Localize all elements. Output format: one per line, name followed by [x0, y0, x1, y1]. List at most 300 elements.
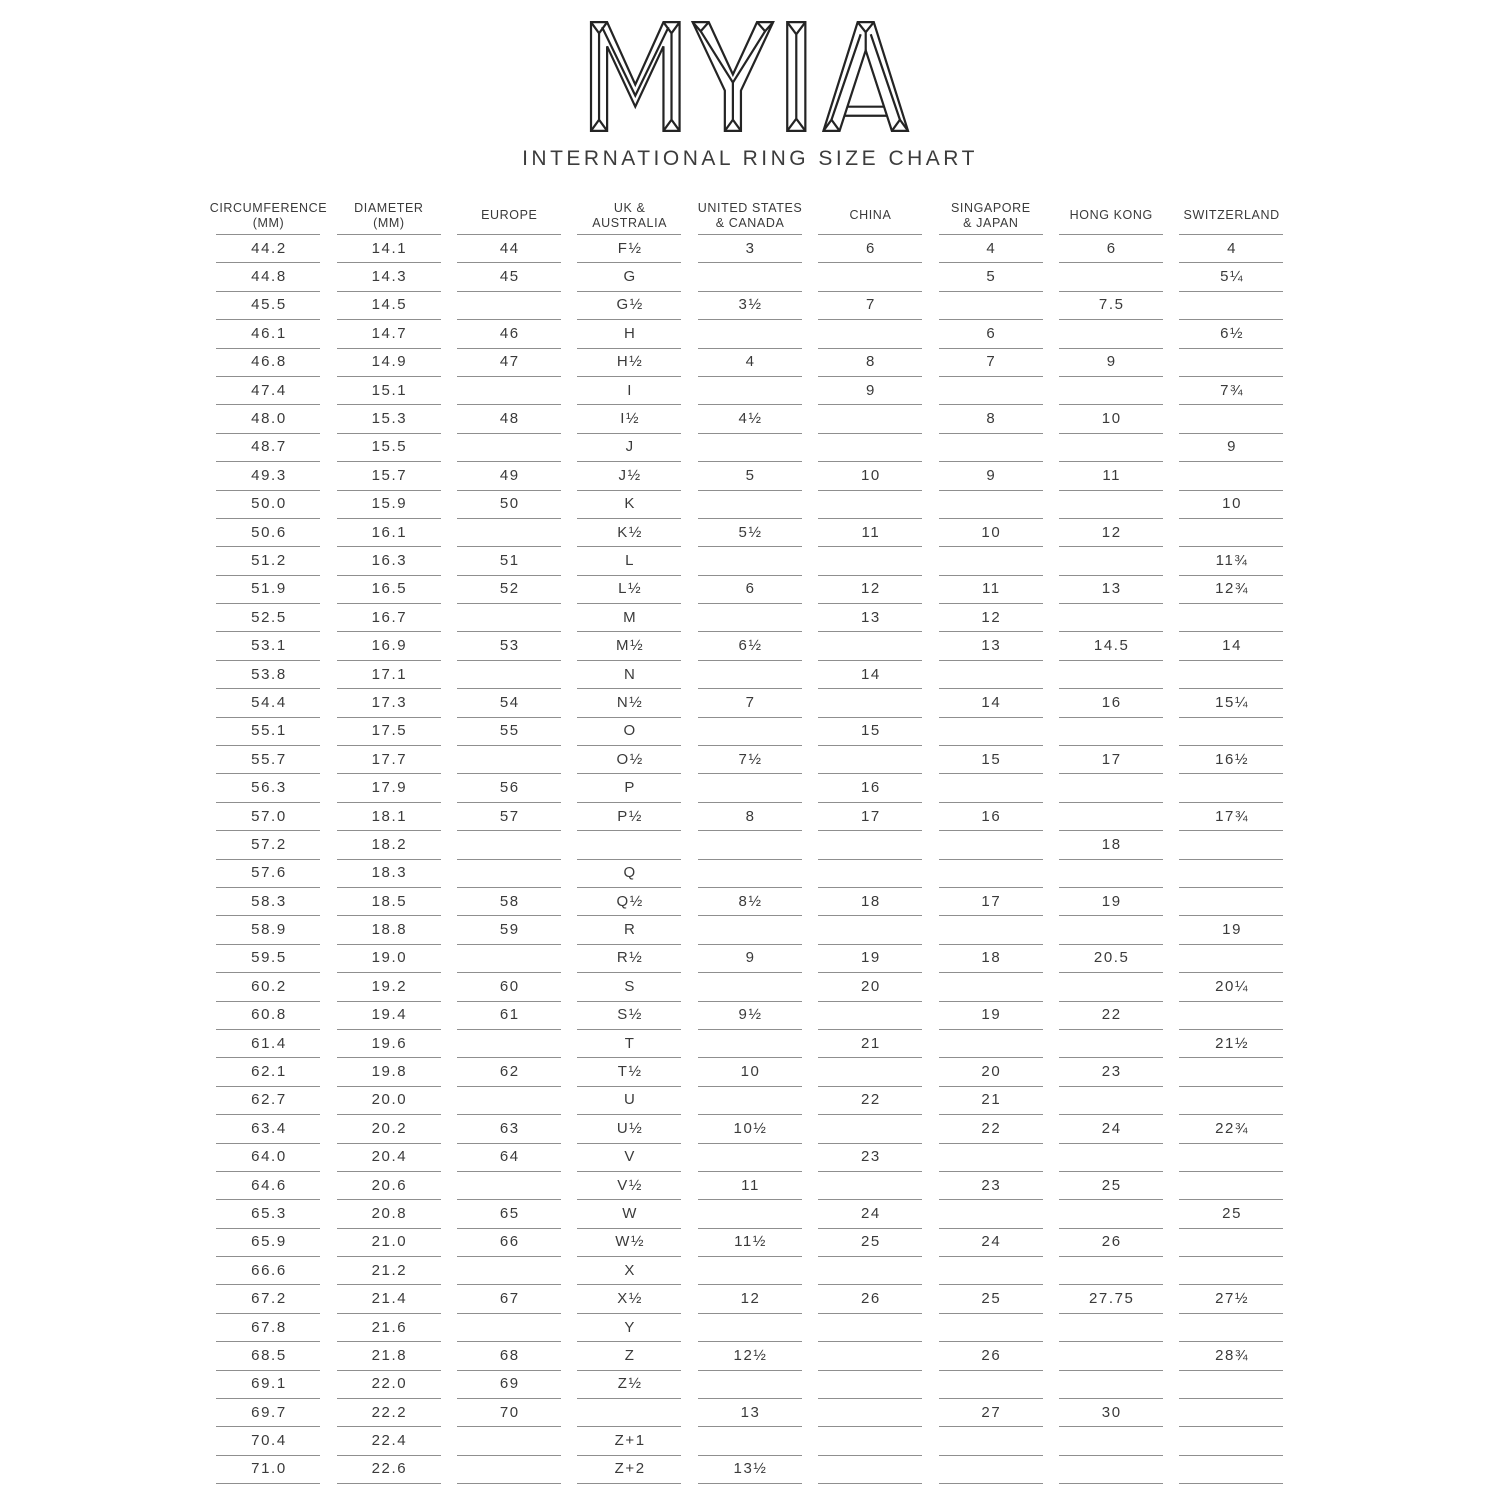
- cell-circumference-mm: [208, 404, 328, 432]
- cell-china: [810, 433, 930, 461]
- cell-china-content: 22: [818, 1086, 922, 1115]
- cell-china: [810, 859, 930, 887]
- cell-diameter-mm: [328, 234, 448, 262]
- cell-singapore-japan-content: [939, 1143, 1043, 1172]
- header-hong-kong-content: [1059, 197, 1163, 235]
- cell-switzerland-content: [1179, 291, 1283, 320]
- cell-china-content: [818, 262, 922, 291]
- cell-uk-australia-content: Z+1: [577, 1426, 681, 1455]
- cell-diameter-mm: [328, 1398, 448, 1426]
- cell-uk-australia-content: F½: [577, 234, 681, 263]
- cell-europe: [449, 915, 569, 943]
- cell-hong-kong: [1051, 1256, 1171, 1284]
- cell-diameter-mm-content: 18.8: [337, 915, 441, 944]
- cell-uk-australia-content: I½: [577, 404, 681, 433]
- cell-singapore-japan-content: [939, 1029, 1043, 1058]
- cell-singapore-japan-content: 6: [939, 319, 1043, 348]
- cell-europe-content: 61: [457, 1001, 561, 1030]
- cell-diameter-mm-content: 16.3: [337, 546, 441, 575]
- cell-us-canada: [690, 262, 810, 290]
- cell-circumference-mm: [208, 518, 328, 546]
- cell-switzerland: [1171, 887, 1291, 915]
- cell-europe-content: [457, 518, 561, 547]
- cell-uk-australia: [569, 1057, 689, 1085]
- cell-hong-kong-content: [1059, 717, 1163, 746]
- header-china: [810, 197, 930, 234]
- cell-hong-kong: [1051, 1114, 1171, 1142]
- cell-europe-content: [457, 603, 561, 632]
- cell-singapore-japan-content: 16: [939, 802, 1043, 831]
- cell-china: [810, 915, 930, 943]
- cell-switzerland: [1171, 376, 1291, 404]
- cell-switzerland: [1171, 546, 1291, 574]
- cell-uk-australia-content: X½: [577, 1284, 681, 1313]
- cell-circumference-mm: [208, 1341, 328, 1369]
- cell-switzerland: [1171, 1455, 1291, 1483]
- cell-hong-kong: [1051, 859, 1171, 887]
- header-singapore-japan: [930, 197, 1050, 234]
- cell-diameter-mm-content: 18.2: [337, 830, 441, 859]
- cell-circumference-mm-content: 65.3: [216, 1199, 320, 1228]
- cell-switzerland-content: 9: [1179, 433, 1283, 462]
- cell-switzerland: [1171, 660, 1291, 688]
- cell-china: [810, 887, 930, 915]
- cell-uk-australia: [569, 433, 689, 461]
- cell-china-content: 24: [818, 1199, 922, 1228]
- cell-europe: [449, 1455, 569, 1483]
- cell-circumference-mm-content: 53.1: [216, 631, 320, 660]
- cell-uk-australia-content: G½: [577, 291, 681, 320]
- cell-singapore-japan: [930, 348, 1050, 376]
- cell-hong-kong: [1051, 802, 1171, 830]
- cell-hong-kong: [1051, 546, 1171, 574]
- cell-china: [810, 1256, 930, 1284]
- cell-us-canada: [690, 1001, 810, 1029]
- header-hong-kong: [1051, 197, 1171, 234]
- cell-switzerland: [1171, 262, 1291, 290]
- cell-europe: [449, 291, 569, 319]
- cell-us-canada-content: 12: [698, 1284, 802, 1313]
- cell-us-canada: [690, 461, 810, 489]
- cell-switzerland-content: 28¾: [1179, 1341, 1283, 1370]
- cell-us-canada-content: [698, 773, 802, 802]
- cell-us-canada: [690, 660, 810, 688]
- cell-singapore-japan-content: 4: [939, 234, 1043, 263]
- header-label-line: UK &: [613, 200, 646, 215]
- cell-us-canada: [690, 1057, 810, 1085]
- cell-china-content: 18: [818, 887, 922, 916]
- cell-china-content: [818, 1426, 922, 1455]
- cell-hong-kong: [1051, 376, 1171, 404]
- cell-switzerland-content: 17¾: [1179, 802, 1283, 831]
- cell-us-canada-content: [698, 490, 802, 519]
- cell-uk-australia: [569, 859, 689, 887]
- cell-singapore-japan: [930, 1114, 1050, 1142]
- cell-hong-kong: [1051, 1029, 1171, 1057]
- cell-china-content: [818, 433, 922, 462]
- cell-circumference-mm-content: 57.2: [216, 830, 320, 859]
- cell-china: [810, 1171, 930, 1199]
- cell-china: [810, 461, 930, 489]
- cell-switzerland-content: 4: [1179, 234, 1283, 263]
- cell-hong-kong-content: [1059, 376, 1163, 405]
- cell-hong-kong: [1051, 603, 1171, 631]
- cell-diameter-mm: [328, 1426, 448, 1454]
- cell-circumference-mm: [208, 1057, 328, 1085]
- cell-hong-kong: [1051, 1199, 1171, 1227]
- cell-us-canada: [690, 688, 810, 716]
- cell-us-canada-content: [698, 376, 802, 405]
- cell-circumference-mm-content: 63.4: [216, 1114, 320, 1143]
- cell-singapore-japan-content: 11: [939, 575, 1043, 604]
- cell-diameter-mm-content: 15.9: [337, 490, 441, 519]
- cell-europe: [449, 802, 569, 830]
- cell-singapore-japan-content: [939, 915, 1043, 944]
- cell-singapore-japan: [930, 1426, 1050, 1454]
- cell-us-canada: [690, 717, 810, 745]
- header-circumference-mm: [208, 197, 328, 234]
- cell-switzerland: [1171, 745, 1291, 773]
- cell-switzerland: [1171, 291, 1291, 319]
- cell-europe: [449, 376, 569, 404]
- header-label-line: & CANADA: [715, 215, 785, 230]
- cell-hong-kong-content: [1059, 1199, 1163, 1228]
- cell-china: [810, 348, 930, 376]
- cell-china: [810, 1341, 930, 1369]
- cell-us-canada-content: [698, 319, 802, 348]
- cell-hong-kong-content: [1059, 915, 1163, 944]
- cell-singapore-japan-content: 26: [939, 1341, 1043, 1370]
- cell-circumference-mm-content: 48.0: [216, 404, 320, 433]
- cell-china-content: 14: [818, 660, 922, 689]
- cell-singapore-japan-content: [939, 1370, 1043, 1399]
- cell-china: [810, 1199, 930, 1227]
- cell-singapore-japan: [930, 1341, 1050, 1369]
- cell-uk-australia: [569, 1086, 689, 1114]
- cell-singapore-japan-content: 8: [939, 404, 1043, 433]
- cell-circumference-mm: [208, 887, 328, 915]
- cell-hong-kong-content: 11: [1059, 461, 1163, 490]
- cell-singapore-japan-content: [939, 972, 1043, 1001]
- cell-hong-kong-content: 18: [1059, 830, 1163, 859]
- cell-china-content: 23: [818, 1143, 922, 1172]
- cell-singapore-japan: [930, 631, 1050, 659]
- cell-switzerland-content: [1179, 1256, 1283, 1285]
- cell-hong-kong: [1051, 461, 1171, 489]
- cell-diameter-mm-content: 22.6: [337, 1455, 441, 1484]
- cell-uk-australia: [569, 1426, 689, 1454]
- cell-hong-kong: [1051, 1086, 1171, 1114]
- cell-us-canada-content: [698, 1256, 802, 1285]
- cell-hong-kong-content: 27.75: [1059, 1284, 1163, 1313]
- cell-singapore-japan: [930, 1398, 1050, 1426]
- cell-uk-australia-content: J½: [577, 461, 681, 490]
- ring-size-table: [208, 197, 1292, 1483]
- cell-singapore-japan: [930, 1313, 1050, 1341]
- cell-switzerland: [1171, 348, 1291, 376]
- cell-hong-kong: [1051, 887, 1171, 915]
- cell-us-canada: [690, 887, 810, 915]
- cell-diameter-mm: [328, 1455, 448, 1483]
- cell-diameter-mm-content: 21.0: [337, 1228, 441, 1257]
- cell-europe-content: 66: [457, 1228, 561, 1257]
- cell-europe-content: 44: [457, 234, 561, 263]
- cell-switzerland-content: [1179, 404, 1283, 433]
- cell-china: [810, 717, 930, 745]
- header-europe: [449, 197, 569, 234]
- cell-singapore-japan: [930, 1057, 1050, 1085]
- cell-uk-australia-content: T½: [577, 1057, 681, 1086]
- cell-europe: [449, 234, 569, 262]
- header-label-line: & JAPAN: [963, 215, 1019, 230]
- cell-europe: [449, 1426, 569, 1454]
- cell-diameter-mm: [328, 1341, 448, 1369]
- cell-china-content: 8: [818, 348, 922, 377]
- cell-circumference-mm-content: 62.7: [216, 1086, 320, 1115]
- cell-diameter-mm: [328, 745, 448, 773]
- cell-circumference-mm-content: 50.6: [216, 518, 320, 547]
- cell-diameter-mm-content: 14.7: [337, 319, 441, 348]
- cell-europe-content: [457, 944, 561, 973]
- cell-singapore-japan: [930, 575, 1050, 603]
- cell-europe: [449, 1228, 569, 1256]
- cell-diameter-mm: [328, 1057, 448, 1085]
- cell-hong-kong-content: [1059, 1029, 1163, 1058]
- cell-singapore-japan: [930, 1455, 1050, 1483]
- cell-switzerland-content: [1179, 1001, 1283, 1030]
- cell-circumference-mm-content: 53.8: [216, 660, 320, 689]
- cell-hong-kong-content: 20.5: [1059, 944, 1163, 973]
- header-label-line: CIRCUMFERENCE: [209, 200, 328, 215]
- cell-switzerland-content: [1179, 773, 1283, 802]
- cell-diameter-mm: [328, 291, 448, 319]
- cell-circumference-mm-content: 59.5: [216, 944, 320, 973]
- cell-diameter-mm: [328, 1001, 448, 1029]
- cell-singapore-japan: [930, 1171, 1050, 1199]
- cell-uk-australia-content: Z½: [577, 1370, 681, 1399]
- cell-china: [810, 944, 930, 972]
- cell-us-canada-content: 8½: [698, 887, 802, 916]
- cell-hong-kong-content: 12: [1059, 518, 1163, 547]
- cell-uk-australia: [569, 1370, 689, 1398]
- cell-singapore-japan-content: [939, 660, 1043, 689]
- cell-us-canada: [690, 1313, 810, 1341]
- cell-us-canada-content: 3½: [698, 291, 802, 320]
- cell-china-content: 25: [818, 1228, 922, 1257]
- cell-china-content: [818, 745, 922, 774]
- cell-hong-kong: [1051, 660, 1171, 688]
- cell-us-canada-content: 5: [698, 461, 802, 490]
- header-us-canada-content: [698, 197, 802, 235]
- cell-diameter-mm-content: 14.1: [337, 234, 441, 263]
- cell-diameter-mm: [328, 603, 448, 631]
- cell-diameter-mm-content: 19.2: [337, 972, 441, 1001]
- cell-hong-kong: [1051, 262, 1171, 290]
- cell-uk-australia-content: J: [577, 433, 681, 462]
- cell-switzerland: [1171, 1199, 1291, 1227]
- cell-europe: [449, 1313, 569, 1341]
- cell-switzerland-content: 19: [1179, 915, 1283, 944]
- cell-hong-kong-content: 25: [1059, 1171, 1163, 1200]
- cell-us-canada: [690, 944, 810, 972]
- table-wrap: [208, 197, 1292, 1483]
- cell-singapore-japan-content: 9: [939, 461, 1043, 490]
- cell-us-canada-content: [698, 262, 802, 291]
- cell-us-canada-content: 9½: [698, 1001, 802, 1030]
- cell-us-canada-content: 8: [698, 802, 802, 831]
- cell-uk-australia: [569, 1029, 689, 1057]
- cell-switzerland-content: [1179, 944, 1283, 973]
- cell-hong-kong-content: [1059, 319, 1163, 348]
- cell-singapore-japan: [930, 1228, 1050, 1256]
- cell-uk-australia-content: Q: [577, 859, 681, 888]
- cell-uk-australia-content: L: [577, 546, 681, 575]
- cell-uk-australia: [569, 631, 689, 659]
- cell-diameter-mm: [328, 802, 448, 830]
- cell-singapore-japan-content: [939, 490, 1043, 519]
- cell-switzerland-content: [1179, 1455, 1283, 1484]
- cell-china: [810, 1029, 930, 1057]
- cell-china-content: 12: [818, 575, 922, 604]
- cell-us-canada-content: [698, 660, 802, 689]
- cell-switzerland-content: 27½: [1179, 1284, 1283, 1313]
- cell-us-canada-content: [698, 859, 802, 888]
- cell-singapore-japan-content: [939, 546, 1043, 575]
- cell-singapore-japan-content: 10: [939, 518, 1043, 547]
- cell-us-canada: [690, 1370, 810, 1398]
- cell-china-content: [818, 1398, 922, 1427]
- cell-uk-australia-content: [577, 830, 681, 859]
- cell-uk-australia: [569, 1171, 689, 1199]
- cell-diameter-mm-content: 17.5: [337, 717, 441, 746]
- cell-hong-kong: [1051, 490, 1171, 518]
- cell-singapore-japan: [930, 1256, 1050, 1284]
- cell-switzerland: [1171, 1370, 1291, 1398]
- cell-singapore-japan-content: [939, 717, 1043, 746]
- cell-us-canada: [690, 830, 810, 858]
- cell-switzerland-content: [1179, 518, 1283, 547]
- cell-singapore-japan: [930, 376, 1050, 404]
- cell-us-canada-content: 7: [698, 688, 802, 717]
- cell-europe-content: [457, 1455, 561, 1484]
- cell-circumference-mm-content: 62.1: [216, 1057, 320, 1086]
- cell-hong-kong-content: 26: [1059, 1228, 1163, 1257]
- cell-europe: [449, 1086, 569, 1114]
- cell-europe: [449, 830, 569, 858]
- cell-circumference-mm: [208, 1256, 328, 1284]
- cell-diameter-mm-content: 14.3: [337, 262, 441, 291]
- cell-europe-content: 45: [457, 262, 561, 291]
- cell-china: [810, 575, 930, 603]
- cell-circumference-mm-content: 61.4: [216, 1029, 320, 1058]
- cell-uk-australia-content: Y: [577, 1313, 681, 1342]
- cell-us-canada-content: 4: [698, 348, 802, 377]
- cell-hong-kong: [1051, 348, 1171, 376]
- cell-switzerland-content: [1179, 717, 1283, 746]
- cell-singapore-japan: [930, 1284, 1050, 1312]
- cell-switzerland: [1171, 234, 1291, 262]
- brand-logo: [0, 0, 1500, 133]
- cell-uk-australia: [569, 1341, 689, 1369]
- cell-diameter-mm: [328, 688, 448, 716]
- cell-us-canada-content: 4½: [698, 404, 802, 433]
- cell-uk-australia-content: M: [577, 603, 681, 632]
- cell-uk-australia: [569, 1143, 689, 1171]
- cell-switzerland-content: [1179, 348, 1283, 377]
- cell-switzerland: [1171, 717, 1291, 745]
- cell-uk-australia-content: X: [577, 1256, 681, 1285]
- cell-europe-content: 58: [457, 887, 561, 916]
- cell-circumference-mm: [208, 1199, 328, 1227]
- cell-china-content: 17: [818, 802, 922, 831]
- cell-circumference-mm-content: 64.6: [216, 1171, 320, 1200]
- cell-circumference-mm-content: 67.8: [216, 1313, 320, 1342]
- cell-hong-kong: [1051, 404, 1171, 432]
- cell-europe-content: 62: [457, 1057, 561, 1086]
- cell-uk-australia: [569, 575, 689, 603]
- cell-hong-kong: [1051, 1171, 1171, 1199]
- cell-uk-australia: [569, 603, 689, 631]
- cell-diameter-mm-content: 22.0: [337, 1370, 441, 1399]
- cell-uk-australia: [569, 262, 689, 290]
- cell-circumference-mm: [208, 1284, 328, 1312]
- cell-diameter-mm-content: 15.1: [337, 376, 441, 405]
- cell-circumference-mm-content: 49.3: [216, 461, 320, 490]
- cell-singapore-japan-content: 13: [939, 631, 1043, 660]
- cell-circumference-mm-content: 60.8: [216, 1001, 320, 1030]
- cell-china: [810, 1426, 930, 1454]
- cell-singapore-japan-content: 23: [939, 1171, 1043, 1200]
- cell-china-content: [818, 1341, 922, 1370]
- cell-us-canada-content: 3: [698, 234, 802, 263]
- header-diameter-mm: [328, 197, 448, 234]
- cell-europe: [449, 404, 569, 432]
- cell-diameter-mm: [328, 546, 448, 574]
- cell-switzerland-content: [1179, 859, 1283, 888]
- cell-hong-kong-content: [1059, 1370, 1163, 1399]
- cell-uk-australia: [569, 1398, 689, 1426]
- cell-switzerland-content: [1179, 1228, 1283, 1257]
- header-label-line: DIAMETER: [354, 200, 424, 215]
- cell-diameter-mm: [328, 915, 448, 943]
- cell-china: [810, 1086, 930, 1114]
- cell-hong-kong-content: [1059, 1143, 1163, 1172]
- cell-hong-kong: [1051, 1143, 1171, 1171]
- cell-circumference-mm: [208, 1001, 328, 1029]
- cell-singapore-japan-content: 24: [939, 1228, 1043, 1257]
- cell-uk-australia-content: U: [577, 1086, 681, 1115]
- cell-singapore-japan-content: [939, 433, 1043, 462]
- cell-us-canada-content: 10: [698, 1057, 802, 1086]
- cell-uk-australia: [569, 830, 689, 858]
- cell-uk-australia: [569, 688, 689, 716]
- cell-circumference-mm: [208, 631, 328, 659]
- cell-europe: [449, 1284, 569, 1312]
- cell-circumference-mm-content: 55.1: [216, 717, 320, 746]
- cell-hong-kong-content: [1059, 1086, 1163, 1115]
- cell-uk-australia-content: R: [577, 915, 681, 944]
- cell-circumference-mm-content: 51.2: [216, 546, 320, 575]
- cell-china-content: 6: [818, 234, 922, 263]
- cell-hong-kong: [1051, 1426, 1171, 1454]
- cell-circumference-mm-content: 57.6: [216, 859, 320, 888]
- cell-singapore-japan: [930, 490, 1050, 518]
- cell-china: [810, 631, 930, 659]
- header-label-line: (MM): [252, 215, 285, 230]
- cell-circumference-mm: [208, 1228, 328, 1256]
- cell-singapore-japan-content: [939, 291, 1043, 320]
- cell-china-content: [818, 1455, 922, 1484]
